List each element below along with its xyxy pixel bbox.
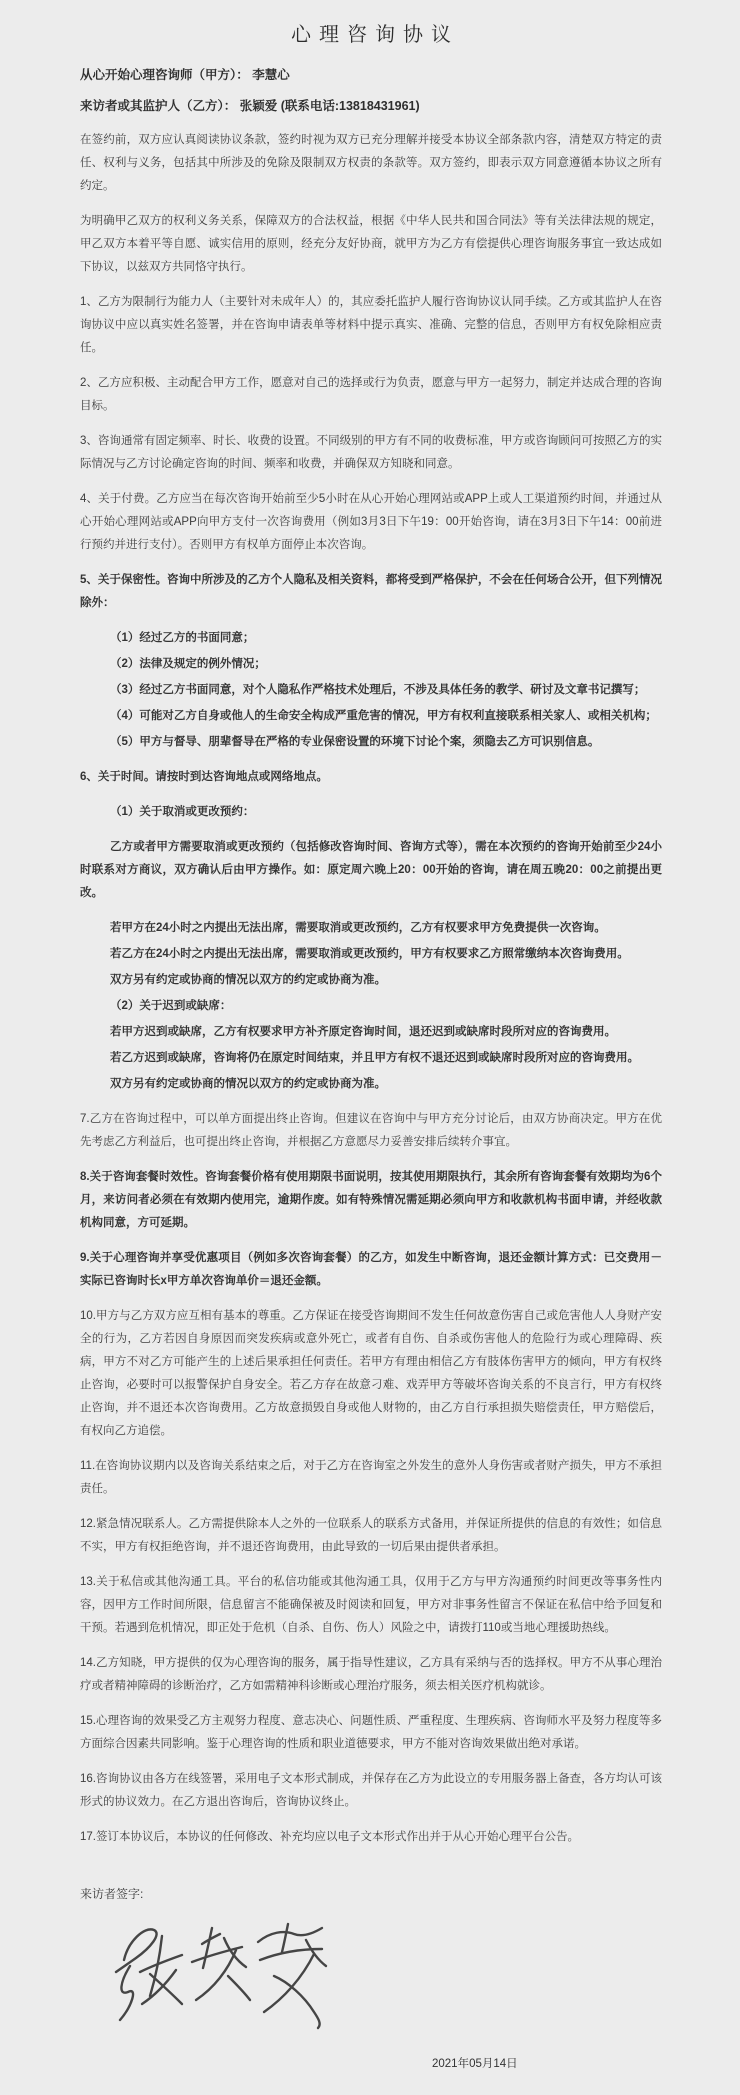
clause-8: 8.关于咨询套餐时效性。咨询套餐价格有使用期限书面说明，按其使用期限执行，其余所有咨询套餐有效期均为6个月，来访问者必须在有效期内使用完，逾期作废。如有特殊情况需延期必须向甲方和收款机构书面申请，并经收款机构同意，方可延期。 bbox=[80, 1171, 662, 1229]
clause-6-sub-1-a: 若甲方在24小时之内提出无法出席，需要取消或更改预约，乙方有权要求甲方免费提供一次咨询。 bbox=[110, 922, 606, 934]
clause-13: 13.关于私信或其他沟通工具。平台的私信功能或其他沟通工具，仅用于乙方与甲方沟通预约时间更改等事务性内容，因甲方工作时间所限，信息留言不能确保被及时阅读和回复，甲方对非事务性留言不保证在私信中给予回复和干预。若遇到危机情况，即正处于危机（自杀、自伤、伤人）风险之中，请拨打110或当地心理援助热线。 bbox=[80, 1576, 662, 1634]
clause-6-sub-1-text: 乙方或者甲方需要取消或更改预约（包括修改咨询时间、咨询方式等），需在本次预约的咨询开始前至少24小时联系对方商议，双方确认后由甲方操作。如：原定周六晚上20：00开始的咨询，请在周五晚20：00之前提出更改。 bbox=[80, 841, 662, 899]
clause-6-sub-2-heading: （2）关于迟到或缺席： bbox=[110, 1000, 232, 1012]
clause-7: 7.乙方在咨询过程中，可以单方面提出终止咨询。但建议在咨询中与甲方充分讨论后，由双方协商决定。甲方在优先考虑乙方利益后，也可提出终止咨询，并根据乙方意愿尽力妥善安排后续转介事宜。 bbox=[80, 1113, 662, 1148]
clause-5-item-1: （1）经过乙方的书面同意； bbox=[110, 632, 255, 644]
clause-12: 12.紧急情况联系人。乙方需提供除本人之外的一位联系人的联系方式备用，并保证所提供的信息的有效性；如信息不实，甲方有权拒绝咨询，并不退还咨询费用，由此导致的一切后果由提供者承担。 bbox=[80, 1518, 662, 1553]
clause-10: 10.甲方与乙方双方应互相有基本的尊重。乙方保证在接受咨询期间不发生任何故意伤害自己或危害他人人身财产安全的行为，乙方若因自身原因而突发疾病或意外死亡，或者有自伤、自杀或伤害他人的危险行为或心理障碍、疾病，甲方不对乙方可能产生的上述后果承担任何责任。若甲方有理由相信乙方有肢体伤害甲方的倾向，甲方有权终止咨询，必要时可以报警保护自身安全。若乙方存在故意刁难、戏弄甲方等破坏咨询关系的不良言行，甲方有权终止咨询，并不退还本次咨询费用。乙方故意损毁自身或他人财物的，由乙方自行承担损失赔偿责任，甲方赔偿后，有权向乙方追偿。 bbox=[80, 1310, 662, 1437]
clause-6-sub-1-b: 若乙方在24小时之内提出无法出席，需要取消或更改预约，甲方有权要求乙方照常缴纳本次咨询费用。 bbox=[110, 948, 629, 960]
document-title: 心理咨询协议 bbox=[291, 24, 459, 46]
clause-3: 3、咨询通常有固定频率、时长、收费的设置。不同级别的甲方有不同的收费标准，甲方或咨询顾问可按照乙方的实际情况与乙方讨论确定咨询的时间、频率和收费，并确保双方知晓和同意。 bbox=[80, 435, 662, 470]
clause-6-sub-2-a: 若甲方迟到或缺席，乙方有权要求甲方补齐原定咨询时间，退还迟到或缺席时段所对应的咨询费用。 bbox=[110, 1026, 616, 1038]
clause-15: 15.心理咨询的效果受乙方主观努力程度、意志决心、问题性质、严重程度、生理疾病、咨询师水平及努力程度等多方面综合因素共同影响。鉴于心理咨询的性质和职业道德要求，甲方不能对咨询效果做出绝对承诺。 bbox=[80, 1715, 662, 1750]
clause-1: 1、乙方为限制行为能力人（主要针对未成年人）的，其应委托监护人履行咨询协议认同手续。乙方或其监护人在咨询协议中应以真实姓名签署，并在咨询申请表单等材料中提示真实、准确、完整的信息，否则甲方有权免除相应责任。 bbox=[80, 296, 662, 354]
clause-6-sub-2-b: 若乙方迟到或缺席，咨询将仍在原定时间结束，并且甲方有权不退还迟到或缺席时段所对应的咨询费用。 bbox=[110, 1052, 639, 1064]
clause-4: 4、关于付费。乙方应当在每次咨询开始前至少5小时在从心开始心理网站或APP上或人工渠道预约时间，并通过从心开始心理网站或APP向甲方支付一次咨询费用（例如3月3日下午19：00开始咨询，请在3月3日下午14：00前进行预约并进行支付）。否则甲方有权单方面停止本次咨询。 bbox=[80, 493, 662, 551]
party-a-line: 从心开始心理咨询师（甲方）： 李慧心 bbox=[80, 68, 290, 82]
clause-14: 14.乙方知晓，甲方提供的仅为心理咨询的服务，属于指导性建议，乙方具有采纳与否的选择权。甲方不从事心理治疗或者精神障碍的诊断治疗，乙方如需精神科诊断或心理治疗服务，须去相关医疗机构就诊。 bbox=[80, 1657, 662, 1692]
clause-6: 6、关于时间。请按时到达咨询地点或网络地点。 bbox=[80, 771, 328, 783]
clause-5-item-5: （5）甲方与督导、朋辈督导在严格的专业保密设置的环境下讨论个案，须隐去乙方可识别信息。 bbox=[110, 736, 600, 748]
clause-9: 9.关于心理咨询并享受优惠项目（例如多次咨询套餐）的乙方，如发生中断咨询，退还金额计算方式：已交费用－实际已咨询时长x甲方单次咨询单价＝退还金额。 bbox=[80, 1252, 662, 1287]
clause-5-item-3: （3）经过乙方书面同意，对个人隐私作严格技术处理后，不涉及具体任务的教学、研讨及文章书记撰写； bbox=[110, 684, 646, 696]
clause-16: 16.咨询协议由各方在线签署，采用电子文本形式制成，并保存在乙方为此设立的专用服务器上备查，各方均认可该形式的协议效力。在乙方退出咨询后，咨询协议终止。 bbox=[80, 1773, 662, 1808]
intro-paragraph-1: 在签约前，双方应认真阅读协议条款，签约时视为双方已充分理解并接受本协议全部条款内容，清楚双方特定的责任、权利与义务，包括其中所涉及的免除及限制双方权责的条款等。双方签约，即表示双方同意遵循本协议之所有约定。 bbox=[80, 134, 662, 192]
clause-5-item-4: （4）可能对乙方自身或他人的生命安全构成严重危害的情况，甲方有权利直接联系相关家人、或相关机构； bbox=[110, 710, 657, 722]
clause-5: 5、关于保密性。咨询中所涉及的乙方个人隐私及相关资料，都将受到严格保护，不会在任何场合公开，但下列情况除外： bbox=[80, 574, 662, 609]
intro-paragraph-2: 为明确甲乙双方的权利义务关系，保障双方的合法权益，根据《中华人民共和国合同法》等有关法律法规的规定，甲乙双方本着平等自愿、诚实信用的原则，经充分友好协商，就甲方为乙方有偿提供心理咨询服务事宜一致达成如下协议，以兹双方共同恪守执行。 bbox=[80, 215, 662, 273]
signature-label: 来访者签字: bbox=[80, 1887, 144, 1901]
clause-6-sub-1-heading: （1）关于取消或更改预约： bbox=[110, 806, 255, 818]
clause-5-item-2: （2）法律及规定的例外情况； bbox=[110, 658, 266, 670]
clause-17: 17.签订本协议后，本协议的任何修改、补充均应以电子文本形式作出并于从心开始心理平台公告。 bbox=[80, 1831, 579, 1843]
clause-6-sub-2-c: 双方另有约定或协商的情况以双方的约定或协商为准。 bbox=[110, 1078, 386, 1090]
signed-date: 2021年05月14日 bbox=[432, 2057, 518, 2070]
clause-11: 11.在咨询协议期内以及咨询关系结束之后，对于乙方在咨询室之外发生的意外人身伤害或者财产损失，甲方不承担责任。 bbox=[80, 1460, 662, 1495]
party-b-line: 来访者或其监护人（乙方）： 张颖爱 (联系电话:13818431961) bbox=[80, 99, 420, 113]
clause-6-sub-1-c: 双方另有约定或协商的情况以双方的约定或协商为准。 bbox=[110, 974, 386, 986]
clause-2: 2、乙方应积极、主动配合甲方工作，愿意对自己的选择或行为负责，愿意与甲方一起努力，制定并达成合理的咨询目标。 bbox=[80, 377, 662, 412]
signature-handwriting bbox=[106, 1920, 336, 2035]
